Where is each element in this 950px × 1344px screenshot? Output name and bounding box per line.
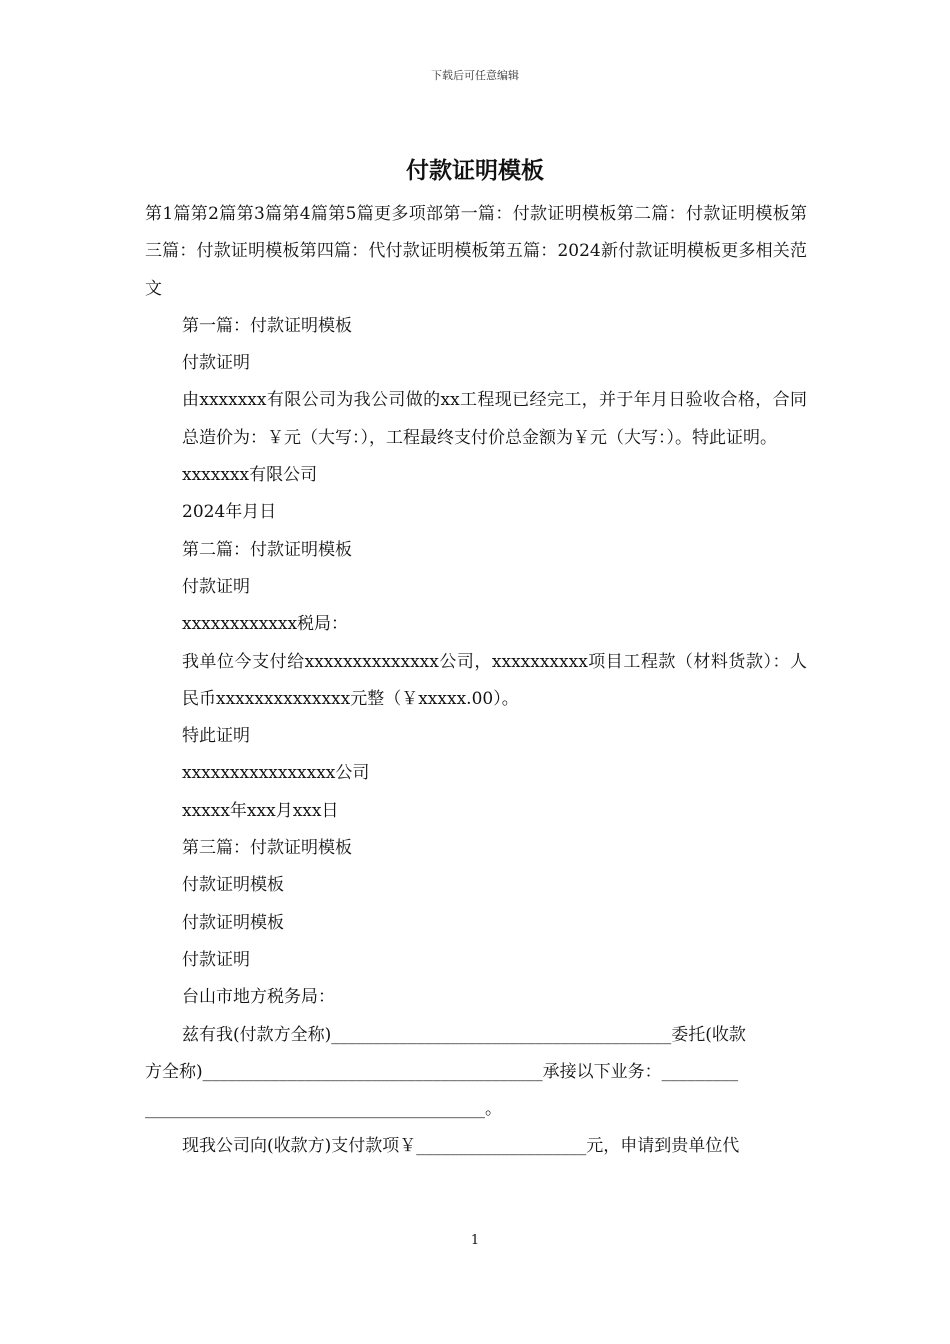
section3-line1: 付款证明模板 [182,875,284,896]
section1-body: 由xxxxxxx有限公司为我公司做的xx工程现已经完工，并于年月日验收合格，合同总造价为：￥元（大写：），工程最终支付价总金额为￥元（大写：）。特此证明。 [182,390,807,448]
page-number: 1 [470,1233,480,1248]
section2-closing: 特此证明 [182,726,250,747]
section3-addressee: 台山市地方税务局： [182,987,335,1008]
document-body [145,196,807,1166]
section3-fill-line-4: 现我公司向(收款方)支付款项￥____________________元，申请到贵单位代 [182,1136,740,1157]
section3-fill-line-1: 兹有我(付款方全称)________________________________________委托(收款 [182,1024,746,1045]
section2-subtitle: 付款证明 [182,576,250,597]
section3-fill-line-2: 方全称)________________________________________承接以下业务：_________ [145,1061,739,1082]
page-header: 下载后可任意编辑 [431,69,519,82]
section3-line2: 付款证明模板 [182,912,284,933]
section3-heading: 第三篇：付款证明模板 [182,838,352,859]
section2-company: xxxxxxxxxxxxxxxx公司 [182,763,370,784]
document-title: 付款证明模板 [406,158,544,184]
section2-addressee: xxxxxxxxxxxx税局： [182,614,349,635]
section1-date: 2024年月日 [182,502,277,523]
section1-company: xxxxxxx有限公司 [182,465,318,486]
section1-heading: 第一篇：付款证明模板 [182,315,352,336]
section1-subtitle: 付款证明 [182,353,250,374]
section2-date: xxxxx年xxx月xxx日 [182,800,339,821]
section2-body: 我单位今支付给xxxxxxxxxxxxxx公司，xxxxxxxxxx项目工程款（材料货款）：人民币xxxxxxxxxxxxxx元整（￥xxxxx.00）。 [182,651,807,709]
toc-paragraph: 第1篇第2篇第3篇第4篇第5篇更多项部第一篇：付款证明模板第二篇：付款证明模板第三篇：付款证明模板第四篇：代付款证明模板第五篇：2024新付款证明模板更多相关范文 [145,204,807,299]
section3-subtitle: 付款证明 [182,949,250,970]
section2-heading: 第二篇：付款证明模板 [182,539,352,560]
section3-fill-line-3: ________________________________________。 [145,1099,502,1120]
